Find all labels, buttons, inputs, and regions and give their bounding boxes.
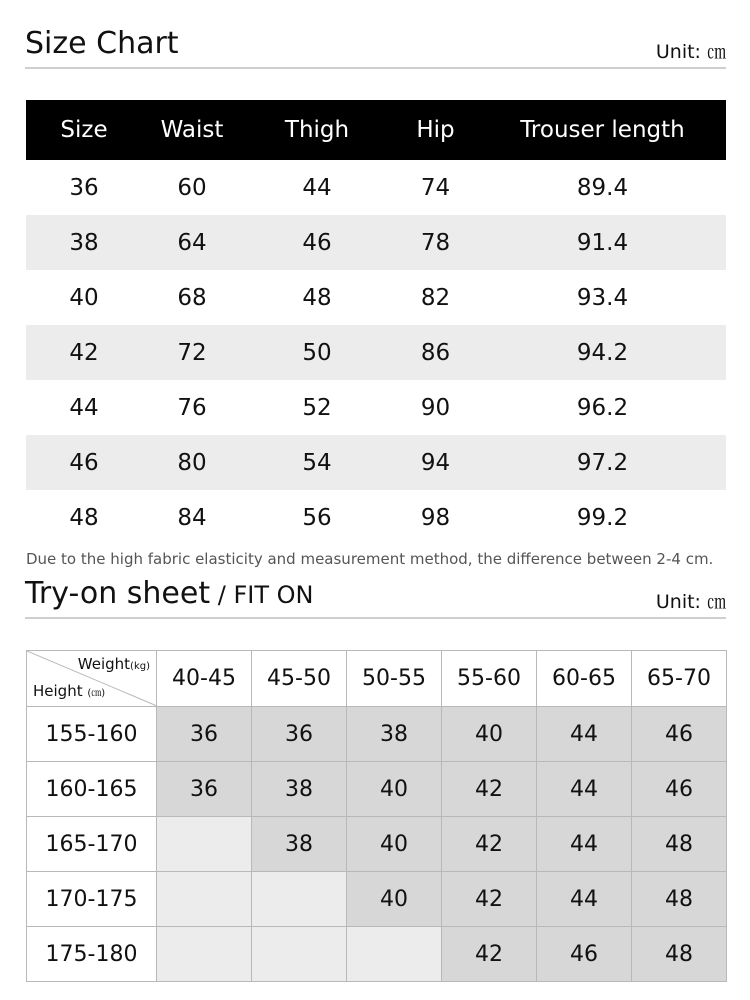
empty-cell bbox=[252, 927, 347, 982]
fit-header-row bbox=[27, 651, 727, 707]
cell-hip: 90 bbox=[420, 394, 451, 421]
size-chart-unit: Unit: ㎝ bbox=[655, 41, 726, 63]
header-trouser-length: Trouser length bbox=[520, 117, 685, 143]
cell-size: 46 bbox=[69, 449, 99, 476]
size-chart-table bbox=[26, 100, 726, 545]
cell-thigh: 52 bbox=[302, 394, 332, 421]
fit-size-cell: 42 bbox=[442, 872, 537, 927]
fit-size-cell: 36 bbox=[252, 707, 347, 762]
weight-range: 50-55 bbox=[347, 651, 442, 707]
fit-row bbox=[27, 762, 727, 817]
fit-sheet-table bbox=[26, 650, 727, 982]
cell-trouser-length: 93.4 bbox=[576, 284, 629, 311]
cell-thigh: 54 bbox=[302, 449, 332, 476]
size-chart-row bbox=[26, 490, 726, 545]
height-range: 160-165 bbox=[27, 762, 157, 817]
fit-size-cell: 48 bbox=[632, 817, 727, 872]
fit-size-cell: 38 bbox=[347, 707, 442, 762]
fit-size-cell: 46 bbox=[632, 762, 727, 817]
weight-range: 40-45 bbox=[157, 651, 252, 707]
fit-size-cell: 46 bbox=[537, 927, 632, 982]
fit-size-cell: 38 bbox=[252, 762, 347, 817]
fit-size-cell: 36 bbox=[157, 707, 252, 762]
cell-hip: 74 bbox=[420, 174, 451, 201]
cell-waist: 76 bbox=[177, 394, 207, 421]
cell-hip: 98 bbox=[420, 504, 451, 531]
fit-sheet-unit: Unit: ㎝ bbox=[655, 591, 726, 613]
cell-size: 36 bbox=[69, 174, 99, 201]
weight-range: 65-70 bbox=[632, 651, 727, 707]
cell-waist: 60 bbox=[177, 174, 207, 201]
fit-size-cell: 38 bbox=[252, 817, 347, 872]
size-chart-row bbox=[26, 270, 726, 325]
empty-cell bbox=[347, 927, 442, 982]
cell-size: 38 bbox=[69, 229, 99, 256]
divider bbox=[25, 67, 726, 69]
fit-size-cell: 40 bbox=[347, 817, 442, 872]
cell-size: 44 bbox=[69, 394, 99, 421]
fit-size-cell: 48 bbox=[632, 927, 727, 982]
cell-hip: 94 bbox=[420, 449, 451, 476]
cell-thigh: 44 bbox=[302, 174, 332, 201]
fit-sheet-title bbox=[25, 576, 313, 611]
header-hip: Hip bbox=[416, 117, 455, 143]
fit-row bbox=[27, 927, 727, 982]
cell-trouser-length: 91.4 bbox=[576, 229, 629, 256]
header-size: Size bbox=[60, 117, 108, 143]
cell-hip: 78 bbox=[420, 229, 451, 256]
cell-thigh: 50 bbox=[302, 339, 332, 366]
weight-range: 55-60 bbox=[442, 651, 537, 707]
size-chart-row bbox=[26, 380, 726, 435]
fit-size-cell: 44 bbox=[537, 762, 632, 817]
fit-size-cell: 44 bbox=[537, 817, 632, 872]
fit-size-cell: 48 bbox=[632, 872, 727, 927]
size-chart-row bbox=[26, 435, 726, 490]
cell-waist: 64 bbox=[177, 229, 207, 256]
empty-cell bbox=[252, 872, 347, 927]
fit-size-cell: 44 bbox=[537, 707, 632, 762]
cell-waist: 68 bbox=[177, 284, 207, 311]
size-chart-row bbox=[26, 160, 726, 215]
cell-thigh: 48 bbox=[302, 284, 332, 311]
height-range: 165-170 bbox=[27, 817, 157, 872]
fit-size-cell: 36 bbox=[157, 762, 252, 817]
fit-row bbox=[27, 707, 727, 762]
cell-trouser-length: 94.2 bbox=[576, 339, 629, 366]
size-chart-row bbox=[26, 215, 726, 270]
weight-range: 45-50 bbox=[252, 651, 347, 707]
height-label: Height (㎝) bbox=[33, 682, 106, 700]
header-waist: Waist bbox=[160, 117, 224, 143]
header-thigh: Thigh bbox=[284, 117, 350, 143]
fit-size-cell: 42 bbox=[442, 927, 537, 982]
height-range: 155-160 bbox=[27, 707, 157, 762]
fit-size-cell: 40 bbox=[347, 762, 442, 817]
corner-cell bbox=[27, 651, 157, 707]
cell-waist: 80 bbox=[177, 449, 207, 476]
divider bbox=[25, 617, 726, 619]
fit-size-cell: 42 bbox=[442, 762, 537, 817]
size-note: Due to the high fabric elasticity and measurement method, the difference between 2-4 cm. bbox=[26, 550, 714, 568]
cell-trouser-length: 89.4 bbox=[576, 174, 629, 201]
cell-thigh: 46 bbox=[302, 229, 332, 256]
cell-size: 48 bbox=[69, 504, 99, 531]
cell-trouser-length: 97.2 bbox=[576, 449, 629, 476]
weight-label: Weight(kg) bbox=[77, 655, 150, 673]
fit-sheet-title-main: Try-on sheet bbox=[25, 576, 211, 611]
fit-row bbox=[27, 817, 727, 872]
cell-waist: 84 bbox=[177, 504, 207, 531]
size-chart-row bbox=[26, 325, 726, 380]
empty-cell bbox=[157, 872, 252, 927]
size-chart-title: Size Chart bbox=[25, 26, 179, 61]
weight-range: 60-65 bbox=[537, 651, 632, 707]
fit-size-cell: 44 bbox=[537, 872, 632, 927]
cell-trouser-length: 96.2 bbox=[576, 394, 629, 421]
cell-hip: 82 bbox=[420, 284, 451, 311]
fit-size-cell: 46 bbox=[632, 707, 727, 762]
fit-sheet-subtitle: / FIT ON bbox=[210, 581, 314, 609]
cell-thigh: 56 bbox=[302, 504, 332, 531]
cell-size: 42 bbox=[69, 339, 99, 366]
cell-waist: 72 bbox=[177, 339, 207, 366]
empty-cell bbox=[157, 817, 252, 872]
fit-size-cell: 42 bbox=[442, 817, 537, 872]
size-chart-body bbox=[26, 160, 726, 545]
height-range: 175-180 bbox=[27, 927, 157, 982]
fit-size-cell: 40 bbox=[347, 872, 442, 927]
cell-trouser-length: 99.2 bbox=[576, 504, 629, 531]
cell-size: 40 bbox=[69, 284, 99, 311]
empty-cell bbox=[157, 927, 252, 982]
size-chart-header-row bbox=[26, 100, 726, 160]
height-range: 170-175 bbox=[27, 872, 157, 927]
fit-size-cell: 40 bbox=[442, 707, 537, 762]
cell-hip: 86 bbox=[420, 339, 451, 366]
fit-row bbox=[27, 872, 727, 927]
